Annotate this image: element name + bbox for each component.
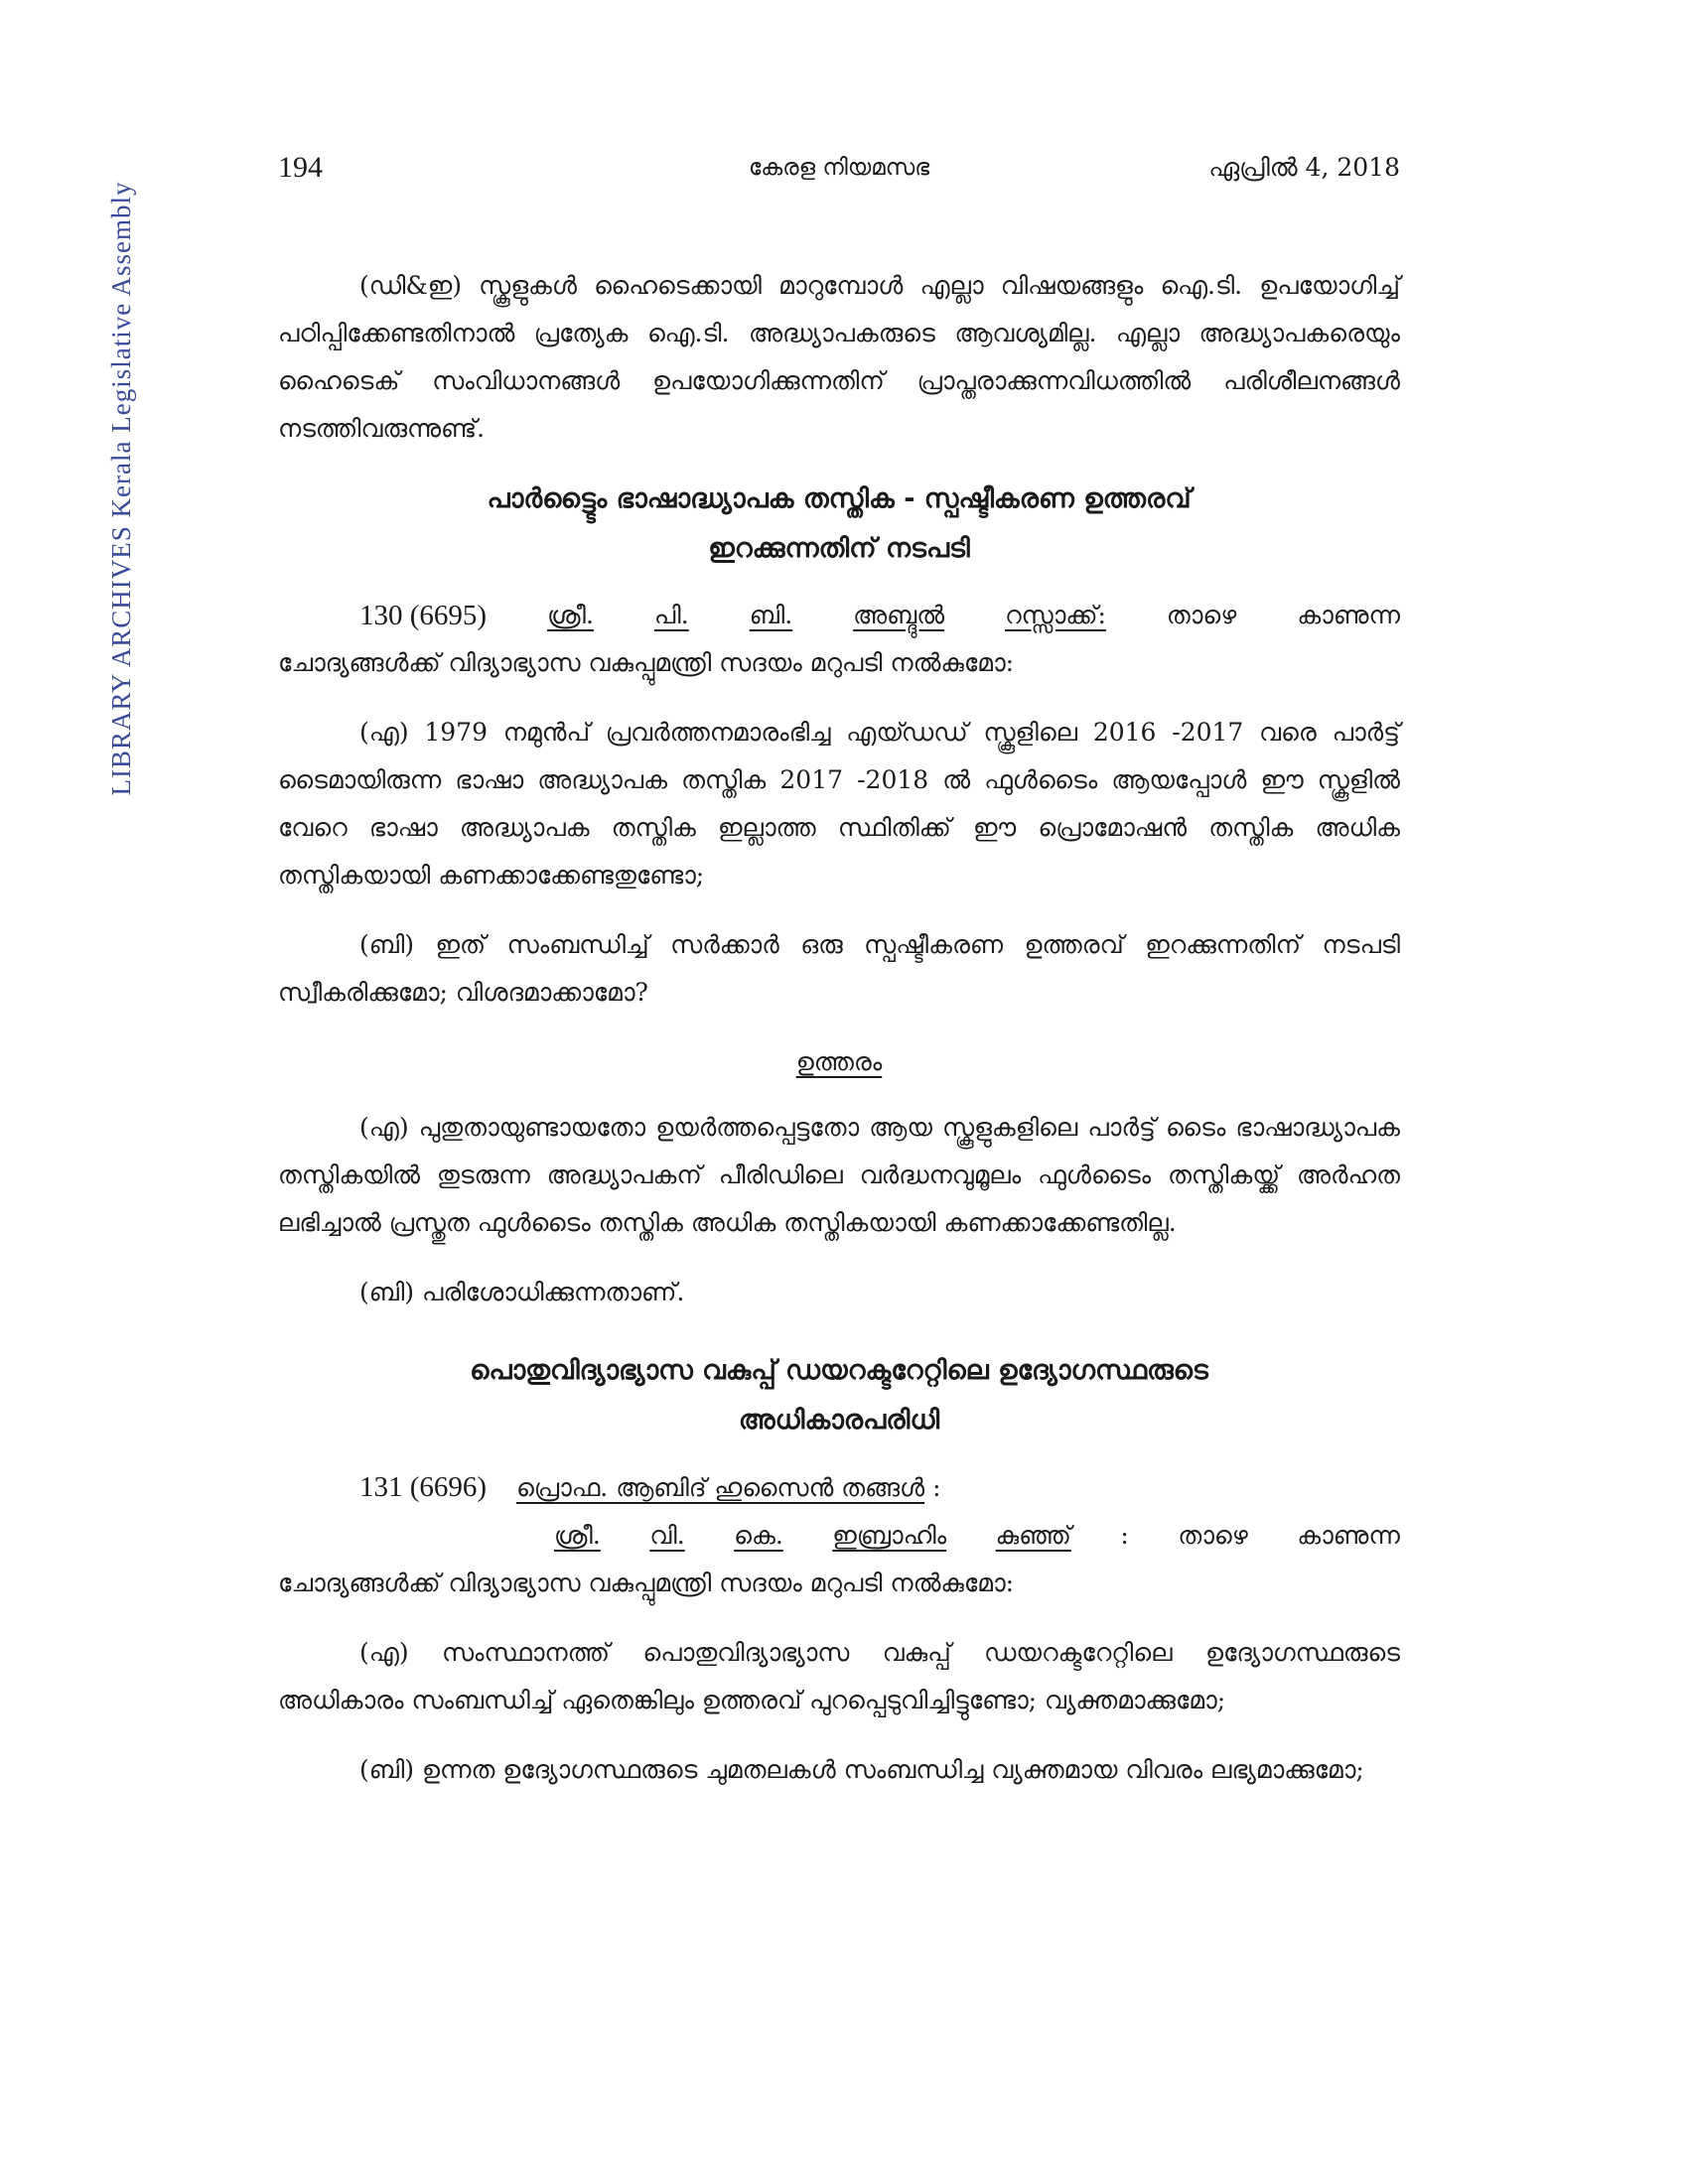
question-131-a: (എ) സംസ്ഥാനത്ത് പൊതുവിദ്യാഭ്യാസ വകുപ്പ് ഡയറക്ടറേറ്റിലെ ഉദ്യോഗസ്ഥരുടെ അധികാരം സംബന്ധിച്ച് ഏതെങ്കിലും ഉത്തരവ് പുറപ്പെടുവിച്ചിട്ടുണ്ടോ; വ്യക്തമാക്കുമോ; [278, 1638, 1400, 1714]
section2-heading [278, 1346, 1400, 1445]
question-number: 131 (6696) [359, 1471, 488, 1503]
member-word: പി. [653, 601, 689, 629]
member-word: റസ്സാക്ക്: [1005, 601, 1106, 629]
member-word: അബ്ദുൽ [853, 601, 945, 629]
page-header [278, 151, 1400, 191]
question-131 [278, 1463, 1400, 1607]
question-131-line1 [278, 1463, 1400, 1512]
section1-heading-line1: പാർട്ട്ടൈം ഭാഷാദ്ധ്യാപക തസ്തിക - സ്പഷ്ടീകരണ ഉത്തരവ് [487, 483, 1192, 514]
intro-paragraph: (ഡി&ഇ) സ്കൂളുകൾ ഹൈടെക്കായി മാറുമ്പോൾ എല്ലാ വിഷയങ്ങളും ഐ.ടി. ഉപയോഗിച്ച് പഠിപ്പിക്കേണ്ടതിനാൽ പ്രത്യേക ഐ.ടി. അദ്ധ്യാപകരുടെ ആവശ്യമില്ല. എല്ലാ അദ്ധ്യാപകരെയും ഹൈടെക് സംവിധാനങ്ങൾ ഉപയോഗിക്കുന്നതിന് പ്രാപ്തരാക്കുന്നവിധത്തിൽ പരിശീലനങ്ങൾ നടത്തിവരുന്നുണ്ട്. [278, 271, 1400, 443]
answer-130-b: (ബി) പരിശോധിക്കുന്നതാണ്. [359, 1278, 685, 1306]
section1-heading-line2: ഇറക്കുന്നതിന് നടപടി [708, 533, 970, 564]
question-130 [278, 592, 1400, 687]
question-131-line2 [278, 1512, 1400, 1560]
question-number: 130 (6695) [359, 600, 488, 631]
question-130-b: (ബി) ഇത് സംബന്ധിച്ച് സർക്കാർ ഒരു സ്പഷ്ടീകരണ ഉത്തരവ് ഇറക്കുന്നതിന് നടപടി സ്വീകരിക്കുമോ; വിശദമാക്കാമോ? [278, 930, 1400, 1007]
page-number: 194 [278, 151, 323, 184]
member-word: ശ്രീ. [554, 1521, 601, 1550]
header-date: ഏപ്രിൽ 4, 2018 [1208, 153, 1400, 182]
member-suffix: : [932, 1473, 941, 1502]
member-word: ബി. [749, 601, 793, 629]
member-suffix: : [1120, 1521, 1129, 1550]
member-name: പ്രൊഫ. ആബിദ് ഹുസൈൻ തങ്ങൾ [516, 1473, 925, 1502]
question-continuation: ചോദ്യങ്ങൾക്ക് വിദ്യാഭ്യാസ വകുപ്പുമന്ത്രി സദയം മറുപടി നൽകുമോ: [278, 648, 1015, 677]
page-content [278, 262, 1400, 1816]
question-130-a: (എ) 1979 നമുൻപ് പ്രവർത്തനമാരംഭിച്ച എയ്ഡഡ് സ്കൂളിലെ 2016 -2017 വരെ പാർട്ട് ടൈമായിരുന്ന ഭാഷാ അദ്ധ്യാപക തസ്തിക 2017 -2018 ൽ ഫുൾടൈം ആയപ്പോൾ ഈ സ്കൂളിൽ വേറെ ഭാഷാ അദ്ധ്യാപക തസ്തിക ഇല്ലാത്ത സ്ഥിതിക്ക് ഈ പ്രൊമോഷൻ തസ്തിക അധിക തസ്തികയായി കണക്കാക്കേണ്ടതുണ്ടോ; [278, 718, 1400, 889]
section2-heading-line1: പൊതുവിദ്യാഭ്യാസ വകുപ്പ് ഡയറക്ടറേറ്റിലെ ഉദ്യോഗസ്ഥരുടെ [470, 1355, 1208, 1386]
member-word: ഇബ്രാഹിം [832, 1521, 947, 1550]
section1-heading [278, 475, 1400, 574]
watermark: LIBRARY ARCHIVES Kerala Legislative Assembly [106, 181, 136, 796]
lead-word: താഴെ [1166, 601, 1237, 629]
lead-word: കാണുന്ന [1297, 1521, 1400, 1550]
lead-word: കാണുന്ന [1297, 601, 1400, 629]
question-130-line [278, 592, 1400, 639]
answer-title: ഉത്തരം [795, 1047, 883, 1076]
question-continuation: ചോദ്യങ്ങൾക്ക് വിദ്യാഭ്യാസ വകുപ്പുമന്ത്രി സദയം മറുപടി നൽകുമോ: [278, 1569, 1015, 1597]
section2-heading-line2: അധികാരപരിധി [738, 1405, 940, 1435]
member-word: ശ്രീ. [547, 601, 594, 629]
member-word: കുഞ്ഞ് [995, 1521, 1071, 1550]
lead-word: താഴെ [1178, 1521, 1248, 1550]
member-word: വി. [649, 1521, 685, 1550]
question-131-b: (ബി) ഉന്നത ഉദ്യോഗസ്ഥരുടെ ചുമതലകൾ സംബന്ധിച്ച വ്യക്തമായ വിവരം ലഭ്യമാക്കുമോ; [359, 1755, 1364, 1784]
member-word: കെ. [734, 1521, 783, 1550]
header-title: കേരള നിയമസഭ [748, 155, 930, 181]
answer-130-a: (എ) പുതുതായുണ്ടായതോ ഉയർത്തപ്പെട്ടതോ ആയ സ്കൂളുകളിലെ പാർട്ട് ടൈം ഭാഷാദ്ധ്യാപക തസ്തികയിൽ തുടരുന്ന അദ്ധ്യാപകന് പീരിഡിലെ വർദ്ധനവുമൂലം ഫുൾടൈം തസ്തികയ്ക്ക് അർഹത ലഭിച്ചാൽ പ്രസ്തുത ഫുൾടൈം തസ്തിക അധിക തസ്തികയായി കണക്കാക്കേണ്ടതില്ല. [278, 1113, 1400, 1237]
